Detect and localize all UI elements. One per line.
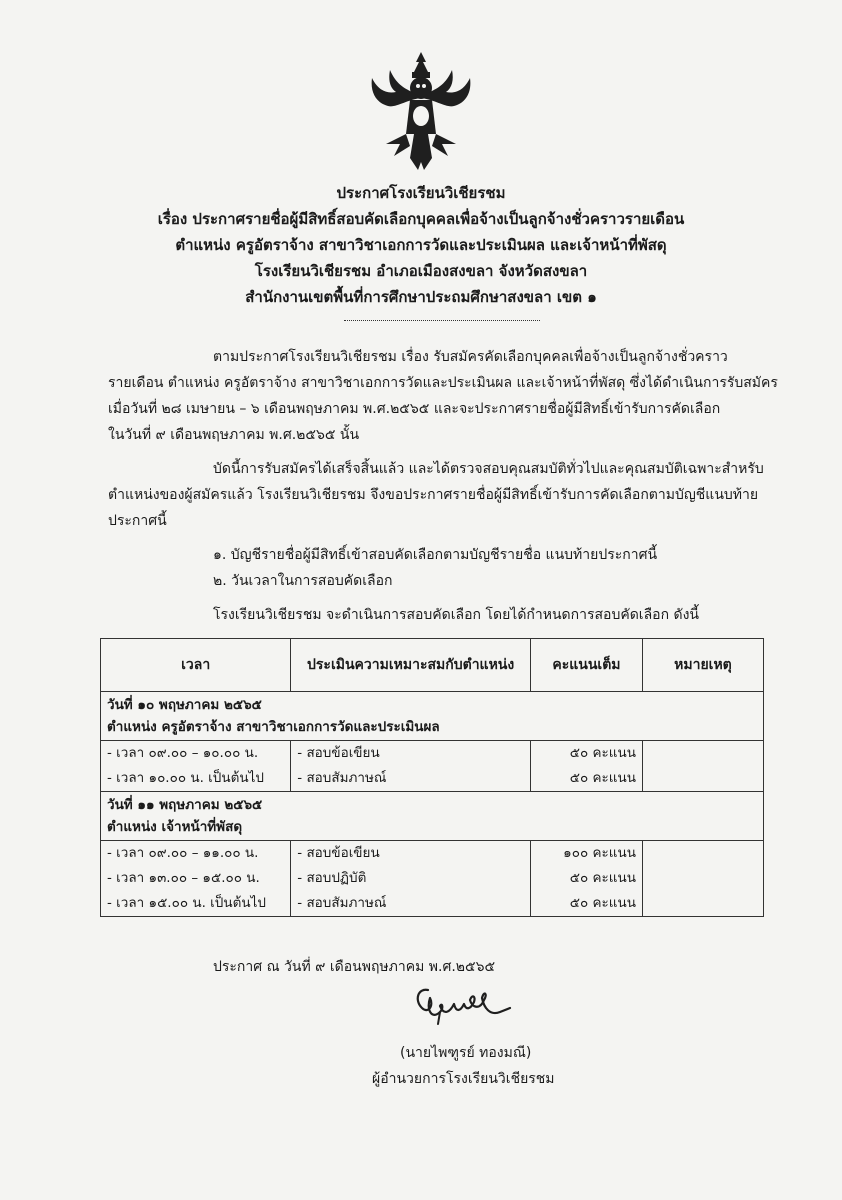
time-entry: - เวลา ๐๙.๐๐ – ๑๑.๐๐ น. [107, 845, 259, 861]
announcement-title: ประกาศโรงเรียนวิเชียรชม [336, 184, 506, 202]
group-2-title-row [101, 792, 764, 841]
time-entry: - เวลา ๑๐.๐๐ น. เป็นต้นไป [107, 770, 264, 786]
group-2-times-cell [101, 841, 291, 917]
group-2-title [101, 792, 764, 841]
header-remark: หมายเหตุ [642, 639, 763, 692]
score-entry: ๕๐ คะแนน [569, 745, 636, 761]
announcement-office: สำนักงานเขตพื้นที่การศึกษาประถมศึกษาสงขลา เขต ๑ [245, 288, 597, 306]
announcement-school: โรงเรียนวิเชียรชม อำเภอเมืองสงขลา จังหวัดสงขลา [254, 262, 588, 280]
announcement-date: ประกาศ ณ วันที่ ๙ เดือนพฤษภาคม พ.ศ.๒๕๖๕ [213, 959, 496, 975]
group-2-items-cell [291, 841, 531, 917]
group-1-times-cell [101, 741, 291, 792]
header-divider [344, 320, 540, 321]
paragraph-1-line-4: ในวันที่ ๙ เดือนพฤษภาคม พ.ศ.๒๕๖๕ นั้น [108, 427, 360, 443]
score-entry: ๕๐ คะแนน [569, 770, 636, 786]
score-entry: ๕๐ คะแนน [569, 870, 636, 886]
assessment-entry: - สอบสัมภาษณ์ [297, 895, 387, 911]
paragraph-2-line-3: ประกาศนี้ [108, 513, 167, 529]
score-entry: ๕๐ คะแนน [569, 895, 636, 911]
signature-icon [410, 982, 520, 1028]
header-assessment: ประเมินความเหมาะสมกับตำแหน่ง [291, 639, 531, 692]
group-1-title [101, 692, 764, 741]
signer-name: (นายไพฑูรย์ ทองมณี) [400, 1045, 532, 1061]
signer-role: ผู้อำนวยการโรงเรียนวิเชียรชม [372, 1071, 555, 1087]
score-entry: ๑๐๐ คะแนน [563, 845, 636, 861]
assessment-entry: - สอบสัมภาษณ์ [297, 770, 387, 786]
header-full-score: คะแนนเต็ม [530, 639, 642, 692]
group-1-date: วันที่ ๑๐ พฤษภาคม ๒๕๖๕ [107, 697, 262, 713]
group-1-items-cell [291, 741, 531, 792]
table-row [101, 841, 764, 917]
paragraph-1-line-3: เมื่อวันที่ ๒๘ เมษายน – ๖ เดือนพฤษภาคม พ.ศ.๒๕๖๕ และจะประกาศรายชื่อผู้มีสิทธิ์เข้ารับการคัดเลือก [108, 401, 721, 417]
garuda-emblem-icon [366, 48, 476, 174]
time-entry: - เวลา ๐๙.๐๐ – ๑๐.๐๐ น. [107, 745, 259, 761]
list-item-1: ๑. บัญชีรายชื่อผู้มีสิทธิ์เข้าสอบคัดเลือกตามบัญชีรายชื่อ แนบท้ายประกาศนี้ [213, 547, 658, 563]
group-2-position: ตำแหน่ง เจ้าหน้าที่พัสดุ [107, 819, 243, 835]
group-1-position: ตำแหน่ง ครูอัตราจ้าง สาขาวิชาเอกการวัดและประเมินผล [107, 719, 440, 735]
paragraph-1-line-2: รายเดือน ตำแหน่ง ครูอัตราจ้าง สาขาวิชาเอกการวัดและประเมินผล และเจ้าหน้าที่พัสดุ ซึ่งได้ดำเนินการรับสมัคร [108, 375, 778, 391]
group-2-remark-cell [642, 841, 763, 917]
group-1-remark-cell [642, 741, 763, 792]
time-entry: - เวลา ๑๕.๐๐ น. เป็นต้นไป [107, 895, 266, 911]
list-item-2: ๒. วันเวลาในการสอบคัดเลือก [213, 573, 393, 589]
assessment-entry: - สอบข้อเขียน [297, 845, 380, 861]
paragraph-2-line-1: บัดนี้การรับสมัครได้เสร็จสิ้นแล้ว และได้ตรวจสอบคุณสมบัติทั่วไปและคุณสมบัติเฉพาะสำหรับ [213, 461, 764, 477]
table-header-row [101, 639, 764, 692]
paragraph-2-line-2: ตำแหน่งของผู้สมัครแล้ว โรงเรียนวิเชียรชม จึงขอประกาศรายชื่อผู้มีสิทธิ์เข้ารับการคัดเลือกตามบัญชีแนบท้าย [108, 487, 759, 503]
assessment-entry: - สอบข้อเขียน [297, 745, 380, 761]
announcement-position: ตำแหน่ง ครูอัตราจ้าง สาขาวิชาเอกการวัดและประเมินผล และเจ้าหน้าที่พัสดุ [175, 236, 667, 254]
table-row [101, 741, 764, 792]
group-1-title-row [101, 692, 764, 741]
assessment-entry: - สอบปฏิบัติ [297, 870, 367, 886]
paragraph-1-line-1: ตามประกาศโรงเรียนวิเชียรชม เรื่อง รับสมัครคัดเลือกบุคคลเพื่อจ้างเป็นลูกจ้างชั่วคราว [213, 349, 728, 365]
announcement-subject: เรื่อง ประกาศรายชื่อผู้มีสิทธิ์สอบคัดเลือกบุคคลเพื่อจ้างเป็นลูกจ้างชั่วคราวรายเดือน [157, 210, 685, 228]
group-1-scores-cell [530, 741, 642, 792]
group-2-scores-cell [530, 841, 642, 917]
schedule-intro: โรงเรียนวิเชียรชม จะดำเนินการสอบคัดเลือก โดยได้กำหนดการสอบคัดเลือก ดังนี้ [213, 607, 699, 623]
header-time: เวลา [101, 639, 291, 692]
time-entry: - เวลา ๑๓.๐๐ – ๑๕.๐๐ น. [107, 870, 260, 886]
group-2-date: วันที่ ๑๑ พฤษภาคม ๒๕๖๕ [107, 797, 263, 813]
exam-schedule-table [100, 638, 764, 917]
